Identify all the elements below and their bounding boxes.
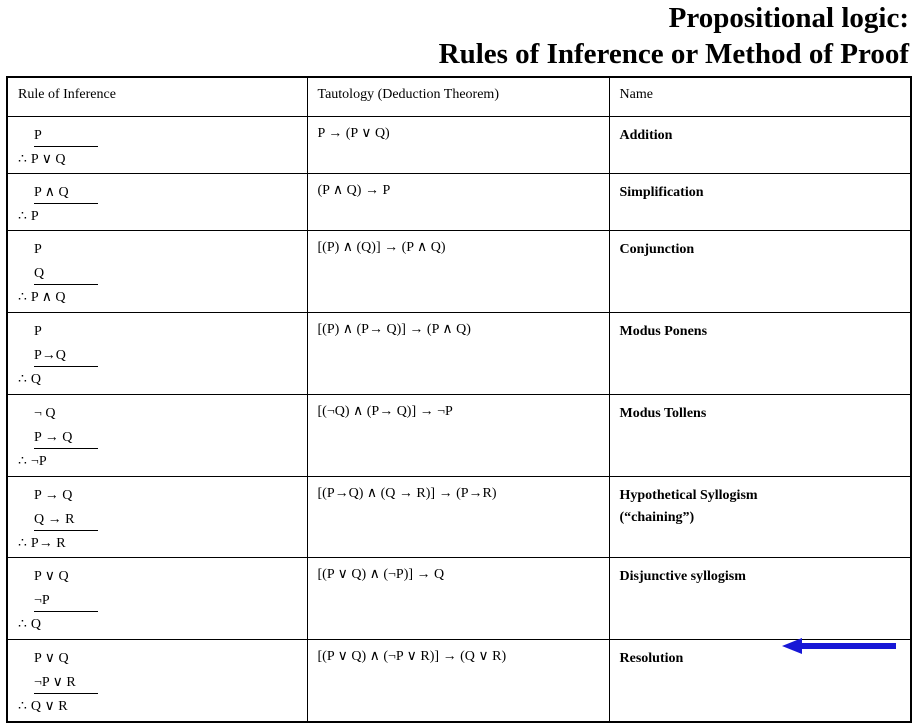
tautology-cell: P → (P ∨ Q) [307, 117, 609, 174]
premise-line: Q [18, 263, 297, 287]
table-row [7, 477, 911, 558]
header-rule-of-inference: Rule of Inference [7, 77, 307, 117]
rule-name-cell [609, 313, 911, 395]
premise-line: ¬P ∨ R [18, 672, 297, 696]
rule-name-cell [609, 558, 911, 640]
table-header-row [7, 77, 911, 117]
arrow-head [782, 638, 802, 654]
conclusion-line: ∴ ¬P [18, 454, 47, 469]
header-name: Name [609, 77, 911, 117]
header-tautology: Tautology (Deduction Theorem) [307, 77, 609, 117]
table-row [7, 117, 911, 174]
table-row [7, 640, 911, 722]
rule-name-cell [609, 395, 911, 477]
table-row [7, 231, 911, 313]
rule-name-cell [609, 231, 911, 313]
therefore-symbol: ∴ [18, 454, 27, 469]
rule-name-line: Resolution [619, 651, 684, 666]
page-title-line-2: Rules of Inference or Method of Proof [438, 38, 909, 70]
conclusion-line: ∴ P ∧ Q [18, 290, 66, 305]
table-row [7, 313, 911, 395]
premise-line: ¬ Q [34, 406, 56, 421]
premise-line: P [34, 324, 42, 339]
left-arrow-icon [782, 636, 896, 656]
table-row [7, 395, 911, 477]
therefore-symbol: ∴ [18, 617, 27, 632]
conclusion-line: ∴ Q [18, 617, 42, 632]
rule-name-cell [609, 174, 911, 231]
premise-line: P → Q [18, 427, 297, 451]
rule-name-line: Simplification [619, 185, 704, 200]
therefore-symbol: ∴ [18, 152, 27, 167]
conclusion-line: ∴ P→ R [18, 536, 66, 551]
tautology-cell: [(P→Q) ∧ (Q → R)] → (P→R) [307, 477, 609, 558]
rule-of-inference-cell [7, 117, 307, 174]
rule-name-line: Hypothetical Syllogism [619, 488, 758, 503]
rule-name-line: Modus Ponens [619, 324, 708, 339]
tautology-cell: [(P ∨ Q) ∧ (¬P ∨ R)] → (Q ∨ R) [307, 640, 609, 722]
therefore-symbol: ∴ [18, 372, 27, 387]
table-row [7, 174, 911, 231]
rule-of-inference-cell [7, 395, 307, 477]
tautology-cell: (P ∧ Q) → P [307, 174, 609, 231]
premise-line: P→Q [18, 345, 297, 369]
conclusion-line: ∴ Q ∨ R [18, 699, 68, 714]
therefore-symbol: ∴ [18, 290, 27, 305]
tautology-cell: [(¬Q) ∧ (P→ Q)] → ¬P [307, 395, 609, 477]
tautology-cell: [(P) ∧ (P→ Q)] → (P ∧ Q) [307, 313, 609, 395]
tautology-cell: [(P) ∧ (Q)] → (P ∧ Q) [307, 231, 609, 313]
rule-of-inference-cell [7, 313, 307, 395]
rule-of-inference-cell [7, 477, 307, 558]
therefore-symbol: ∴ [18, 209, 27, 224]
rule-of-inference-cell [7, 558, 307, 640]
therefore-symbol: ∴ [18, 699, 27, 714]
conclusion-line: ∴ P ∨ Q [18, 152, 66, 167]
inference-rules-table [6, 76, 912, 723]
rule-of-inference-cell [7, 640, 307, 722]
rule-of-inference-cell [7, 174, 307, 231]
rule-name-line: Addition [619, 128, 673, 143]
premise-line: P ∧ Q [18, 182, 297, 206]
conclusion-line: ∴ P [18, 209, 39, 224]
tautology-cell: [(P ∨ Q) ∧ (¬P)] → Q [307, 558, 609, 640]
rule-name-cell [609, 117, 911, 174]
table-row [7, 558, 911, 640]
premise-line: ¬P [18, 590, 297, 614]
conclusion-line: ∴ Q [18, 372, 42, 387]
arrow-shaft [800, 643, 896, 649]
premise-line: P [34, 242, 42, 257]
rule-name-cell [609, 477, 911, 558]
page-title-line-1: Propositional logic: [668, 2, 909, 34]
table-body [7, 117, 911, 722]
rule-name-line: Disjunctive syllogism [619, 569, 746, 584]
rule-name-line: (“chaining”) [619, 510, 695, 525]
premise-line: P → Q [34, 488, 73, 503]
premise-line: P [18, 125, 297, 149]
rule-name-line: Modus Tollens [619, 406, 707, 421]
rule-of-inference-cell [7, 231, 307, 313]
premise-line: P ∨ Q [34, 651, 69, 666]
therefore-symbol: ∴ [18, 536, 27, 551]
premise-line: Q → R [18, 509, 297, 533]
rule-name-line: Conjunction [619, 242, 695, 257]
premise-line: P ∨ Q [34, 569, 69, 584]
